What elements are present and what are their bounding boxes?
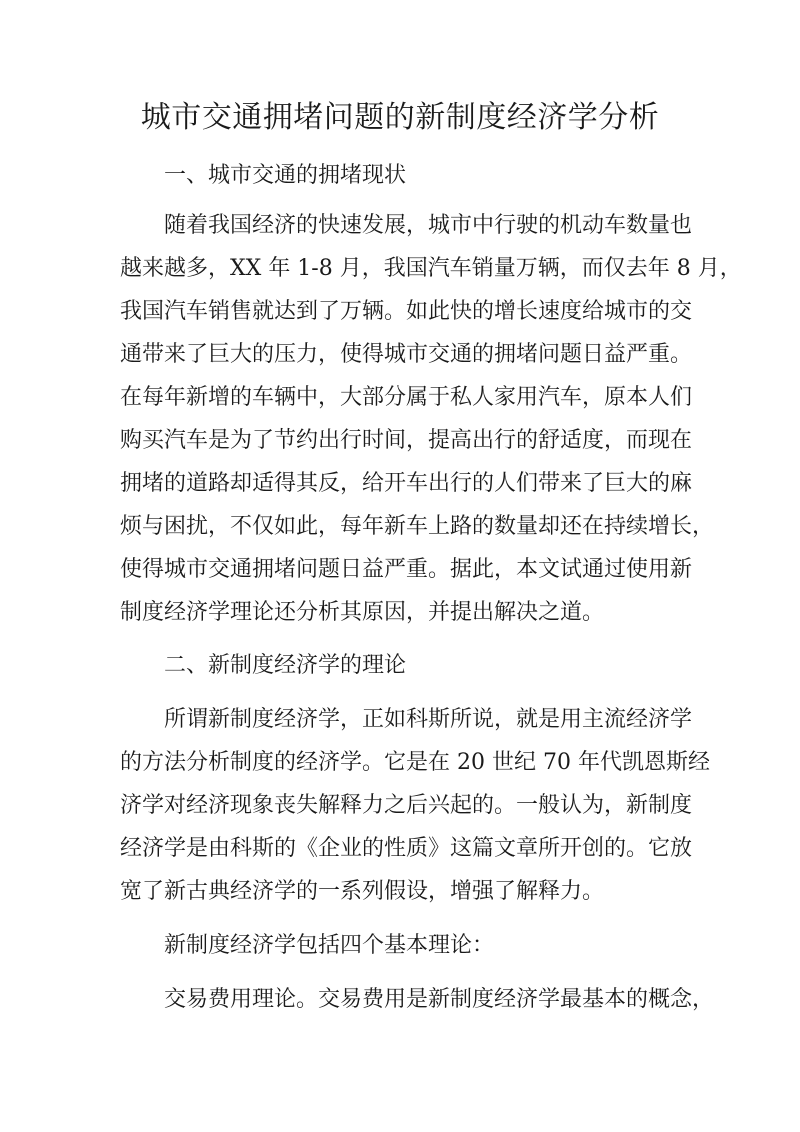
paragraph-line: 新制度经济学包括四个基本理论：: [164, 933, 495, 958]
paragraph-line: 在每年新增的车辆中，大部分属于私人家用汽车，原本人们: [120, 385, 693, 410]
paragraph-line: 所谓新制度经济学，正如科斯所说，就是用主流经济学: [164, 707, 693, 732]
section-heading: 二、新制度经济学的理论: [164, 653, 407, 678]
paragraph-line: 宽了新古典经济学的一系列假设，增强了解释力。: [120, 879, 605, 904]
paragraph-line: 制度经济学理论还分析其原因，并提出解决之道。: [120, 600, 605, 625]
paragraph-line: 随着我国经济的快速发展，城市中行驶的机动车数量也: [164, 213, 693, 238]
paragraph-line: 使得城市交通拥堵问题日益严重。据此，本文试通过使用新: [120, 557, 693, 582]
section-heading: 一、城市交通的拥堵现状: [164, 163, 407, 188]
paragraph-line: 越来越多，XX 年 1-8 月，我国汽车销量万辆，而仅去年 8 月，: [120, 256, 742, 281]
paragraph-line: 交易费用理论。交易费用是新制度经济学最基本的概念，: [164, 987, 715, 1012]
paragraph-line: 通带来了巨大的压力，使得城市交通的拥堵问题日益严重。: [120, 342, 693, 367]
paragraph-line: 的方法分析制度的经济学。它是在 20 世纪 70 年代凯恩斯经: [120, 750, 710, 775]
document-title: 城市交通拥堵问题的新制度经济学分析: [140, 100, 660, 135]
paragraph-line: 购买汽车是为了节约出行时间，提高出行的舒适度，而现在: [120, 428, 693, 453]
paragraph-line: 经济学是由科斯的《企业的性质》这篇文章所开创的。它放: [120, 836, 693, 861]
paragraph-line: 我国汽车销售就达到了万辆。如此快的增长速度给城市的交: [120, 299, 693, 324]
paragraph-line: 烦与困扰，不仅如此，每年新车上路的数量却还在持续增长，: [120, 514, 715, 539]
paragraph-line: 拥堵的道路却适得其反，给开车出行的人们带来了巨大的麻: [120, 471, 693, 496]
paragraph-line: 济学对经济现象丧失解释力之后兴起的。一般认为，新制度: [120, 793, 693, 818]
